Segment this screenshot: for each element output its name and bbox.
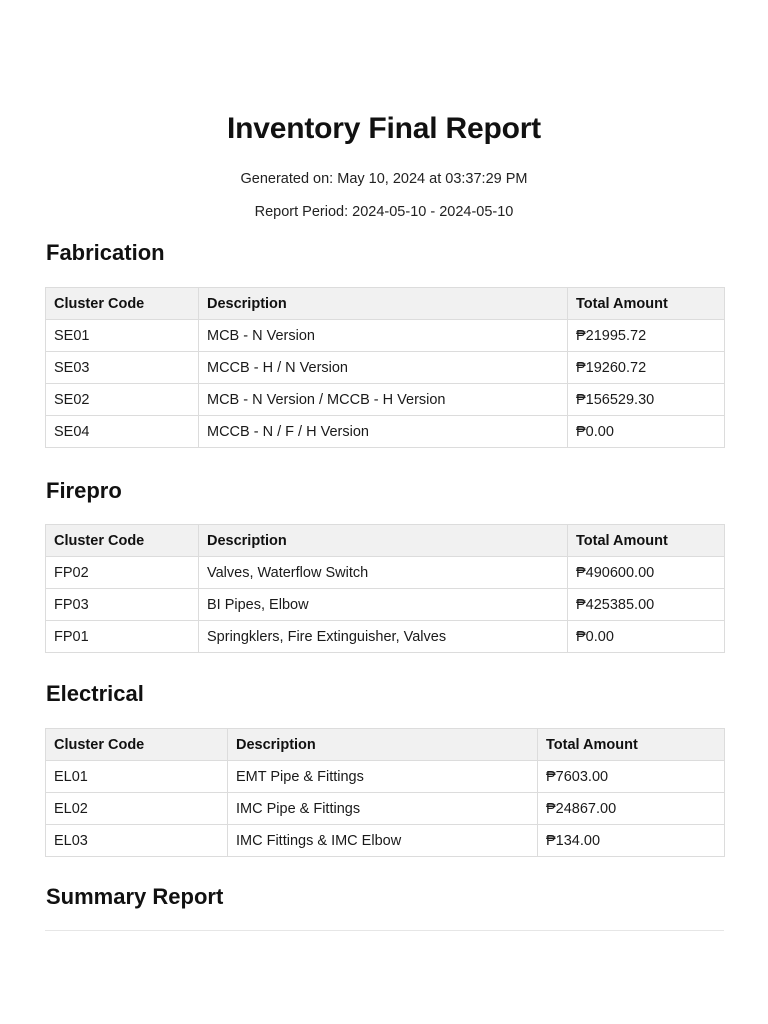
table-row [46, 621, 725, 653]
column-header-total-amount: Total Amount [538, 729, 725, 761]
total-amount-cell: ₱0.00 [568, 416, 725, 448]
description-cell: MCB - N Version [199, 320, 568, 352]
total-amount-cell: ₱134.00 [538, 825, 725, 857]
section-heading-firepro: Firepro [46, 478, 122, 503]
total-amount-cell: ₱156529.30 [568, 384, 725, 416]
total-amount-cell: ₱24867.00 [538, 793, 725, 825]
description-cell: EMT Pipe & Fittings [228, 761, 538, 793]
description-cell: MCB - N Version / MCCB - H Version [199, 384, 568, 416]
cluster-code-cell: FP01 [46, 621, 199, 653]
description-cell: MCCB - H / N Version [199, 352, 568, 384]
total-amount-cell: ₱7603.00 [538, 761, 725, 793]
description-cell: Springklers, Fire Extinguisher, Valves [199, 621, 568, 653]
table-row [46, 320, 725, 352]
table-row [46, 557, 725, 589]
column-header-description: Description [228, 729, 538, 761]
generated-on-text: Generated on: May 10, 2024 at 03:37:29 PM [240, 171, 528, 187]
table-header-row [46, 288, 725, 320]
table-row [46, 825, 725, 857]
cluster-code-cell: SE01 [46, 320, 199, 352]
table-row [46, 352, 725, 384]
summary-divider [45, 930, 724, 931]
table-row [46, 416, 725, 448]
table-row [46, 793, 725, 825]
total-amount-cell: ₱425385.00 [568, 589, 725, 621]
column-header-total-amount: Total Amount [568, 525, 725, 557]
description-cell: BI Pipes, Elbow [199, 589, 568, 621]
cluster-code-cell: SE04 [46, 416, 199, 448]
cluster-code-cell: EL02 [46, 793, 228, 825]
description-cell: IMC Fittings & IMC Elbow [228, 825, 538, 857]
column-header-cluster-code: Cluster Code [46, 525, 199, 557]
table-row [46, 384, 725, 416]
column-header-cluster-code: Cluster Code [46, 729, 228, 761]
column-header-description: Description [199, 288, 568, 320]
section-heading-summary-report: Summary Report [46, 884, 224, 909]
table-header-row [46, 729, 725, 761]
cluster-code-cell: FP03 [46, 589, 199, 621]
column-header-description: Description [199, 525, 568, 557]
description-cell: Valves, Waterflow Switch [199, 557, 568, 589]
electrical-table [45, 728, 725, 857]
section-heading-electrical: Electrical [46, 681, 144, 706]
column-header-total-amount: Total Amount [568, 288, 725, 320]
cluster-code-cell: SE02 [46, 384, 199, 416]
table-header-row [46, 525, 725, 557]
page-title: Inventory Final Report [227, 112, 541, 145]
table-row [46, 761, 725, 793]
description-cell: IMC Pipe & Fittings [228, 793, 538, 825]
description-cell: MCCB - N / F / H Version [199, 416, 568, 448]
cluster-code-cell: EL03 [46, 825, 228, 857]
total-amount-cell: ₱19260.72 [568, 352, 725, 384]
total-amount-cell: ₱490600.00 [568, 557, 725, 589]
cluster-code-cell: FP02 [46, 557, 199, 589]
total-amount-cell: ₱0.00 [568, 621, 725, 653]
total-amount-cell: ₱21995.72 [568, 320, 725, 352]
fabrication-table [45, 287, 725, 448]
section-heading-fabrication: Fabrication [46, 240, 165, 265]
cluster-code-cell: EL01 [46, 761, 228, 793]
table-row [46, 589, 725, 621]
column-header-cluster-code: Cluster Code [46, 288, 199, 320]
cluster-code-cell: SE03 [46, 352, 199, 384]
firepro-table [45, 524, 725, 653]
report-period-text: Report Period: 2024-05-10 - 2024-05-10 [254, 204, 514, 220]
